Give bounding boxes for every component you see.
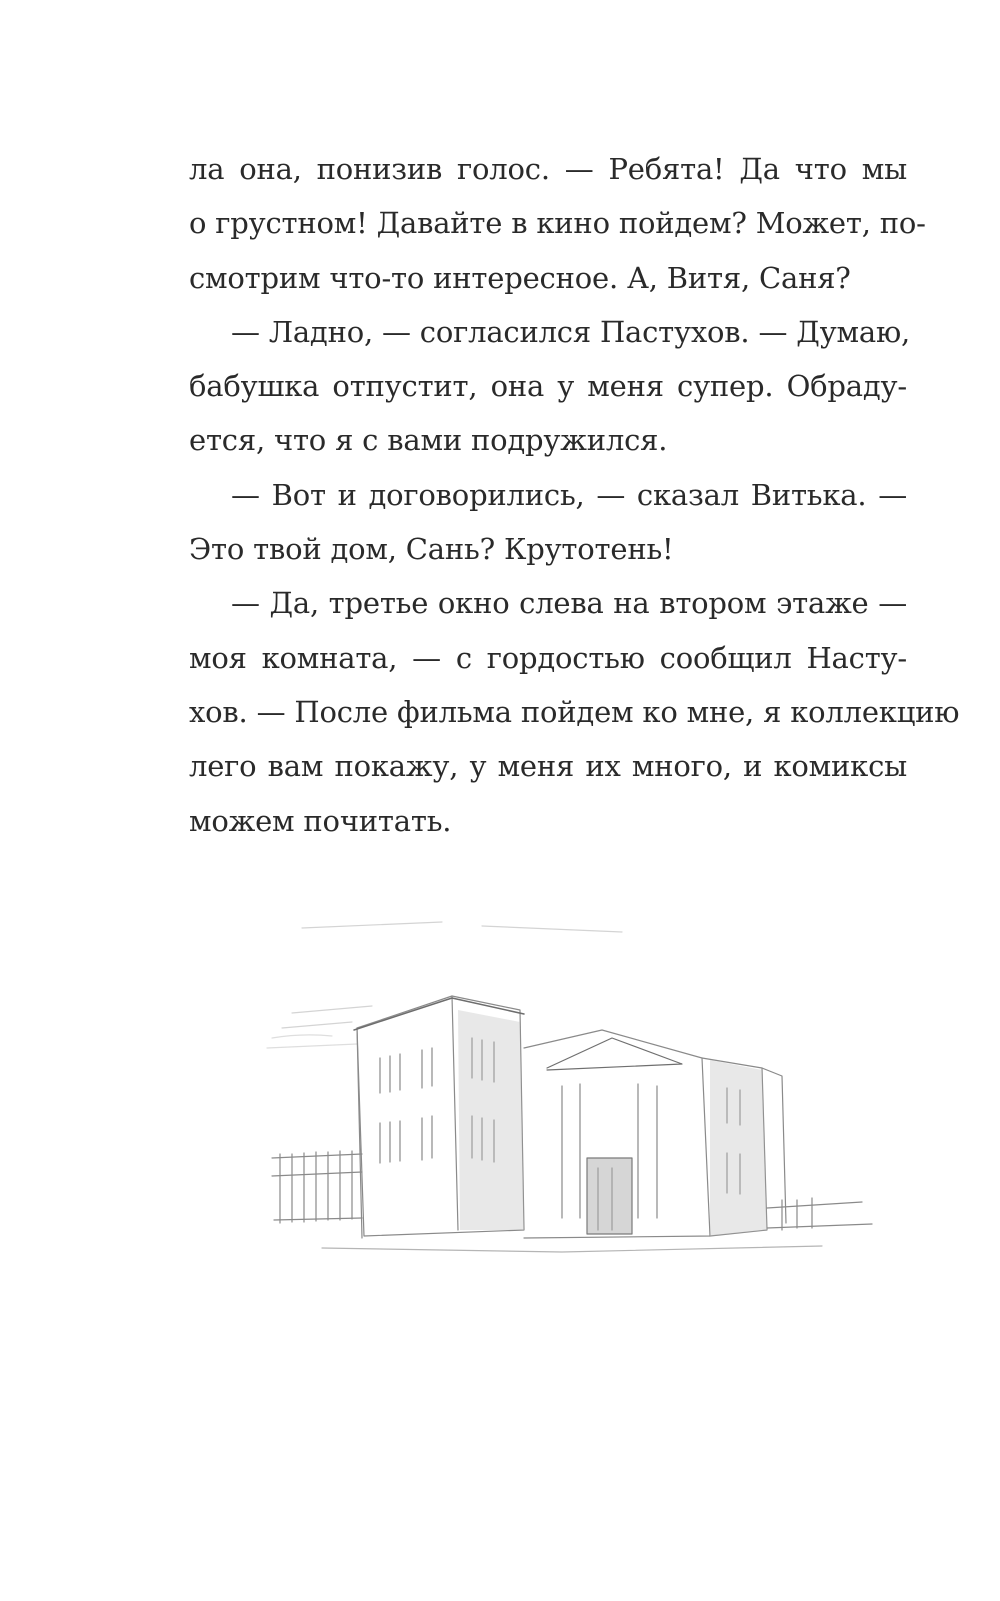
body-text — [189, 142, 960, 848]
text-line: Это твой дом, Сань? Крутотень! — [189, 532, 674, 567]
text-line: — Вот и договорились, — сказал Витька. — — [231, 477, 907, 512]
text-line: лего вам покажу, у меня их много, и комиксы — [189, 749, 907, 784]
text-line: — Да, третье окно слева на втором этаже — — [231, 586, 907, 621]
text-line: ла она, понизив голос. — Ребята! Да что мы — [189, 152, 907, 186]
paragraph — [189, 576, 960, 847]
text-line: — Ладно, — согласился Пастухов. — Думаю, — [231, 314, 911, 349]
text-line: смотрим что-то интересное. А, Витя, Саня? — [189, 260, 851, 295]
text-line: можем почитать. — [189, 803, 452, 838]
paragraph — [189, 305, 911, 468]
paragraph — [189, 142, 926, 305]
paragraph — [189, 468, 907, 577]
text-line: о грустном! Давайте в кино пойдем? Может, по- — [189, 206, 926, 241]
text-line: хов. — После фильма пойдем ко мне, я коллекцию — [189, 694, 960, 729]
house-sketch-illustration — [262, 918, 882, 1298]
text-line: ется, что я с вами подружился. — [189, 423, 668, 458]
text-line: моя комната, — с гордостью сообщил Насту- — [189, 640, 907, 675]
text-line: бабушка отпустит, она у меня супер. Обраду- — [189, 369, 907, 404]
